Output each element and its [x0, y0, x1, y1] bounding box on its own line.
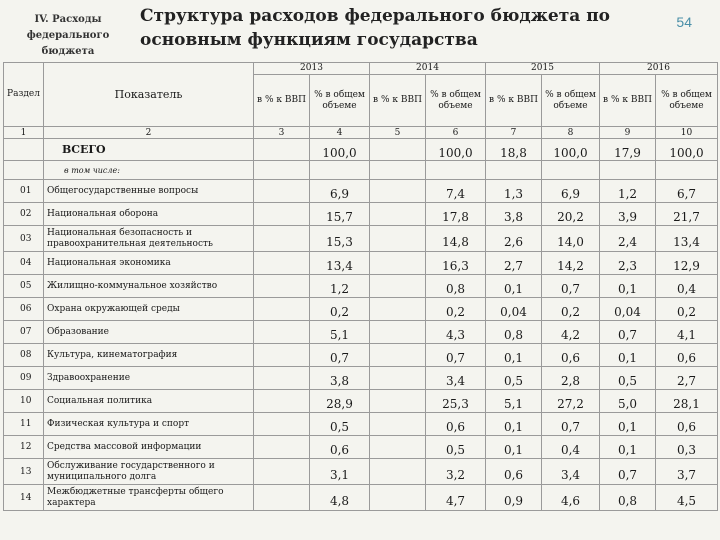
- value-cell: 0,2: [426, 298, 486, 321]
- value-cell: 3,7: [656, 459, 718, 485]
- total-label: ВСЕГО: [44, 139, 254, 161]
- table-row: [4, 321, 718, 344]
- value-cell: 100,0: [310, 139, 370, 161]
- value-cell: 100,0: [426, 139, 486, 161]
- value-cell: [370, 298, 426, 321]
- row-code: 01: [4, 180, 44, 203]
- row-code: 14: [4, 485, 44, 511]
- header-indicator: Показатель: [44, 63, 254, 127]
- table-row: [4, 180, 718, 203]
- value-cell: 4,5: [656, 485, 718, 511]
- subheader-cell: в % к ВВП: [370, 75, 426, 127]
- year-header: 2015: [486, 63, 600, 75]
- row-code: 10: [4, 390, 44, 413]
- value-cell: [370, 139, 426, 161]
- value-cell: 5,0: [600, 390, 656, 413]
- value-cell: 15,7: [310, 203, 370, 226]
- value-cell: 15,3: [310, 226, 370, 252]
- value-cell: [370, 413, 426, 436]
- value-cell: 0,04: [600, 298, 656, 321]
- value-cell: 0,7: [600, 459, 656, 485]
- value-cell: 0,1: [486, 344, 542, 367]
- column-number: 1: [4, 127, 44, 139]
- value-cell: 18,8: [486, 139, 542, 161]
- value-cell: [254, 298, 310, 321]
- row-name: Национальная экономика: [44, 252, 254, 275]
- value-cell: 0,6: [486, 459, 542, 485]
- column-number: 5: [370, 127, 426, 139]
- year-header: 2016: [600, 63, 718, 75]
- value-cell: 4,6: [542, 485, 600, 511]
- value-cell: 12,9: [656, 252, 718, 275]
- value-cell: 2,3: [600, 252, 656, 275]
- column-number: 8: [542, 127, 600, 139]
- value-cell: 0,6: [656, 413, 718, 436]
- column-number-row: [4, 127, 718, 139]
- year-header: 2013: [254, 63, 370, 75]
- value-cell: 5,1: [310, 321, 370, 344]
- value-cell: [370, 436, 426, 459]
- table-row: [4, 344, 718, 367]
- value-cell: 3,4: [426, 367, 486, 390]
- value-cell: [370, 459, 426, 485]
- page-header: [0, 0, 720, 62]
- value-cell: [254, 367, 310, 390]
- row-code: 02: [4, 203, 44, 226]
- value-cell: [370, 180, 426, 203]
- row-code: 06: [4, 298, 44, 321]
- value-cell: 0,5: [600, 367, 656, 390]
- row-code: 03: [4, 226, 44, 252]
- row-name: Межбюджетные трансферты общего характера: [44, 485, 254, 511]
- value-cell: 0,2: [542, 298, 600, 321]
- value-cell: 0,7: [542, 275, 600, 298]
- value-cell: [254, 344, 310, 367]
- value-cell: 0,6: [542, 344, 600, 367]
- value-cell: 1,2: [600, 180, 656, 203]
- value-cell: 2,7: [656, 367, 718, 390]
- value-cell: 1,3: [486, 180, 542, 203]
- row-name: Обслуживание государственного и муниципального долга: [44, 459, 254, 485]
- value-cell: 3,9: [600, 203, 656, 226]
- row-code: 12: [4, 436, 44, 459]
- value-cell: 0,1: [486, 436, 542, 459]
- row-name: Социальная политика: [44, 390, 254, 413]
- value-cell: [370, 203, 426, 226]
- value-cell: 3,4: [542, 459, 600, 485]
- value-cell: [370, 226, 426, 252]
- value-cell: [254, 180, 310, 203]
- value-cell: 3,8: [486, 203, 542, 226]
- page-number: 54: [676, 14, 692, 30]
- value-cell: 0,8: [486, 321, 542, 344]
- row-code: [4, 139, 44, 161]
- value-cell: 13,4: [310, 252, 370, 275]
- value-cell: 100,0: [656, 139, 718, 161]
- value-cell: 2,8: [542, 367, 600, 390]
- value-cell: 0,1: [486, 413, 542, 436]
- value-cell: 4,3: [426, 321, 486, 344]
- row-code: 04: [4, 252, 44, 275]
- value-cell: [254, 436, 310, 459]
- value-cell: 1,2: [310, 275, 370, 298]
- value-cell: 17,9: [600, 139, 656, 161]
- subheader-cell: % в общем объеме: [656, 75, 718, 127]
- value-cell: 20,2: [542, 203, 600, 226]
- row-name: Образование: [44, 321, 254, 344]
- value-cell: [254, 390, 310, 413]
- value-cell: [370, 344, 426, 367]
- value-cell: [254, 226, 310, 252]
- value-cell: [254, 321, 310, 344]
- value-cell: 27,2: [542, 390, 600, 413]
- row-code: [4, 161, 44, 180]
- value-cell: 0,8: [426, 275, 486, 298]
- value-cell: [254, 203, 310, 226]
- column-number: 9: [600, 127, 656, 139]
- value-cell: 7,4: [426, 180, 486, 203]
- value-cell: [254, 413, 310, 436]
- column-number: 3: [254, 127, 310, 139]
- table-row: [4, 275, 718, 298]
- subheader-cell: % в общем объеме: [310, 75, 370, 127]
- including-row: [4, 161, 718, 180]
- value-cell: 0,9: [486, 485, 542, 511]
- value-cell: 0,5: [310, 413, 370, 436]
- value-cell: 21,7: [656, 203, 718, 226]
- value-cell: 0,7: [600, 321, 656, 344]
- table-row: [4, 298, 718, 321]
- value-cell: 2,6: [486, 226, 542, 252]
- value-cell: [370, 275, 426, 298]
- row-name: Здравоохранение: [44, 367, 254, 390]
- value-cell: [370, 367, 426, 390]
- subheader-cell: в % к ВВП: [600, 75, 656, 127]
- value-cell: 6,9: [310, 180, 370, 203]
- table-row: [4, 367, 718, 390]
- row-name: Жилищно-коммунальное хозяйство: [44, 275, 254, 298]
- value-cell: 5,1: [486, 390, 542, 413]
- value-cell: 4,7: [426, 485, 486, 511]
- value-cell: [370, 485, 426, 511]
- page-title: Структура расходов федерального бюджета по основным функциям государства: [140, 6, 610, 50]
- value-cell: 0,04: [486, 298, 542, 321]
- budget-structure-table: [3, 62, 718, 511]
- value-cell: [370, 321, 426, 344]
- table-row: [4, 203, 718, 226]
- value-cell: 0,1: [600, 413, 656, 436]
- year-header: 2014: [370, 63, 486, 75]
- table-row: [4, 485, 718, 511]
- row-code: 08: [4, 344, 44, 367]
- value-cell: 0,6: [426, 413, 486, 436]
- table-row: [4, 226, 718, 252]
- value-cell: 0,1: [600, 275, 656, 298]
- row-code: 05: [4, 275, 44, 298]
- value-cell: 0,5: [426, 436, 486, 459]
- subheader-cell: в % к ВВП: [254, 75, 310, 127]
- value-cell: 4,2: [542, 321, 600, 344]
- year-header-row: [4, 63, 718, 75]
- value-cell: [370, 390, 426, 413]
- value-cell: 14,2: [542, 252, 600, 275]
- value-cell: 4,8: [310, 485, 370, 511]
- value-cell: 0,7: [542, 413, 600, 436]
- column-number: 6: [426, 127, 486, 139]
- value-cell: 0,7: [310, 344, 370, 367]
- value-cell: 0,2: [656, 298, 718, 321]
- value-cell: 0,8: [600, 485, 656, 511]
- subheader-cell: % в общем объеме: [542, 75, 600, 127]
- column-number: 4: [310, 127, 370, 139]
- value-cell: [254, 275, 310, 298]
- value-cell: [254, 252, 310, 275]
- value-cell: 17,8: [426, 203, 486, 226]
- value-cell: 0,7: [426, 344, 486, 367]
- column-number: 2: [44, 127, 254, 139]
- value-cell: 0,3: [656, 436, 718, 459]
- value-cell: 25,3: [426, 390, 486, 413]
- value-cell: 2,7: [486, 252, 542, 275]
- value-cell: 28,1: [656, 390, 718, 413]
- value-cell: 28,9: [310, 390, 370, 413]
- row-name: Физическая культура и спорт: [44, 413, 254, 436]
- row-code: 11: [4, 413, 44, 436]
- column-number: 7: [486, 127, 542, 139]
- table-row: [4, 459, 718, 485]
- value-cell: [370, 252, 426, 275]
- value-cell: 0,4: [542, 436, 600, 459]
- value-cell: 13,4: [656, 226, 718, 252]
- row-name: Охрана окружающей среды: [44, 298, 254, 321]
- value-cell: 2,4: [600, 226, 656, 252]
- section-label: IV. Расходы федерального бюджета: [26, 14, 110, 57]
- value-cell: 0,1: [600, 344, 656, 367]
- value-cell: 16,3: [426, 252, 486, 275]
- value-cell: 4,1: [656, 321, 718, 344]
- row-name: Культура, кинематография: [44, 344, 254, 367]
- value-cell: 3,1: [310, 459, 370, 485]
- table-row: [4, 252, 718, 275]
- row-name: Средства массовой информации: [44, 436, 254, 459]
- row-name: Национальная оборона: [44, 203, 254, 226]
- header-section: Раздел: [4, 63, 44, 127]
- value-cell: 0,5: [486, 367, 542, 390]
- subheader-cell: в % к ВВП: [486, 75, 542, 127]
- value-cell: 0,6: [310, 436, 370, 459]
- value-cell: 6,7: [656, 180, 718, 203]
- value-cell: 0,1: [486, 275, 542, 298]
- value-cell: 100,0: [542, 139, 600, 161]
- value-cell: [254, 139, 310, 161]
- table-row: [4, 413, 718, 436]
- value-cell: 0,1: [600, 436, 656, 459]
- value-cell: 0,4: [656, 275, 718, 298]
- column-number: 10: [656, 127, 718, 139]
- table-row: [4, 436, 718, 459]
- subheader-cell: % в общем объеме: [426, 75, 486, 127]
- row-code: 07: [4, 321, 44, 344]
- value-cell: 3,2: [426, 459, 486, 485]
- including-label: в том числе:: [44, 161, 254, 180]
- value-cell: 0,2: [310, 298, 370, 321]
- value-cell: 6,9: [542, 180, 600, 203]
- value-cell: [254, 459, 310, 485]
- row-name: Общегосударственные вопросы: [44, 180, 254, 203]
- row-name: Национальная безопасность и правоохранительная деятельность: [44, 226, 254, 252]
- table-row: [4, 390, 718, 413]
- value-cell: 0,6: [656, 344, 718, 367]
- value-cell: 3,8: [310, 367, 370, 390]
- value-cell: [254, 485, 310, 511]
- total-row: [4, 139, 718, 161]
- value-cell: 14,0: [542, 226, 600, 252]
- value-cell: 14,8: [426, 226, 486, 252]
- row-code: 09: [4, 367, 44, 390]
- row-code: 13: [4, 459, 44, 485]
